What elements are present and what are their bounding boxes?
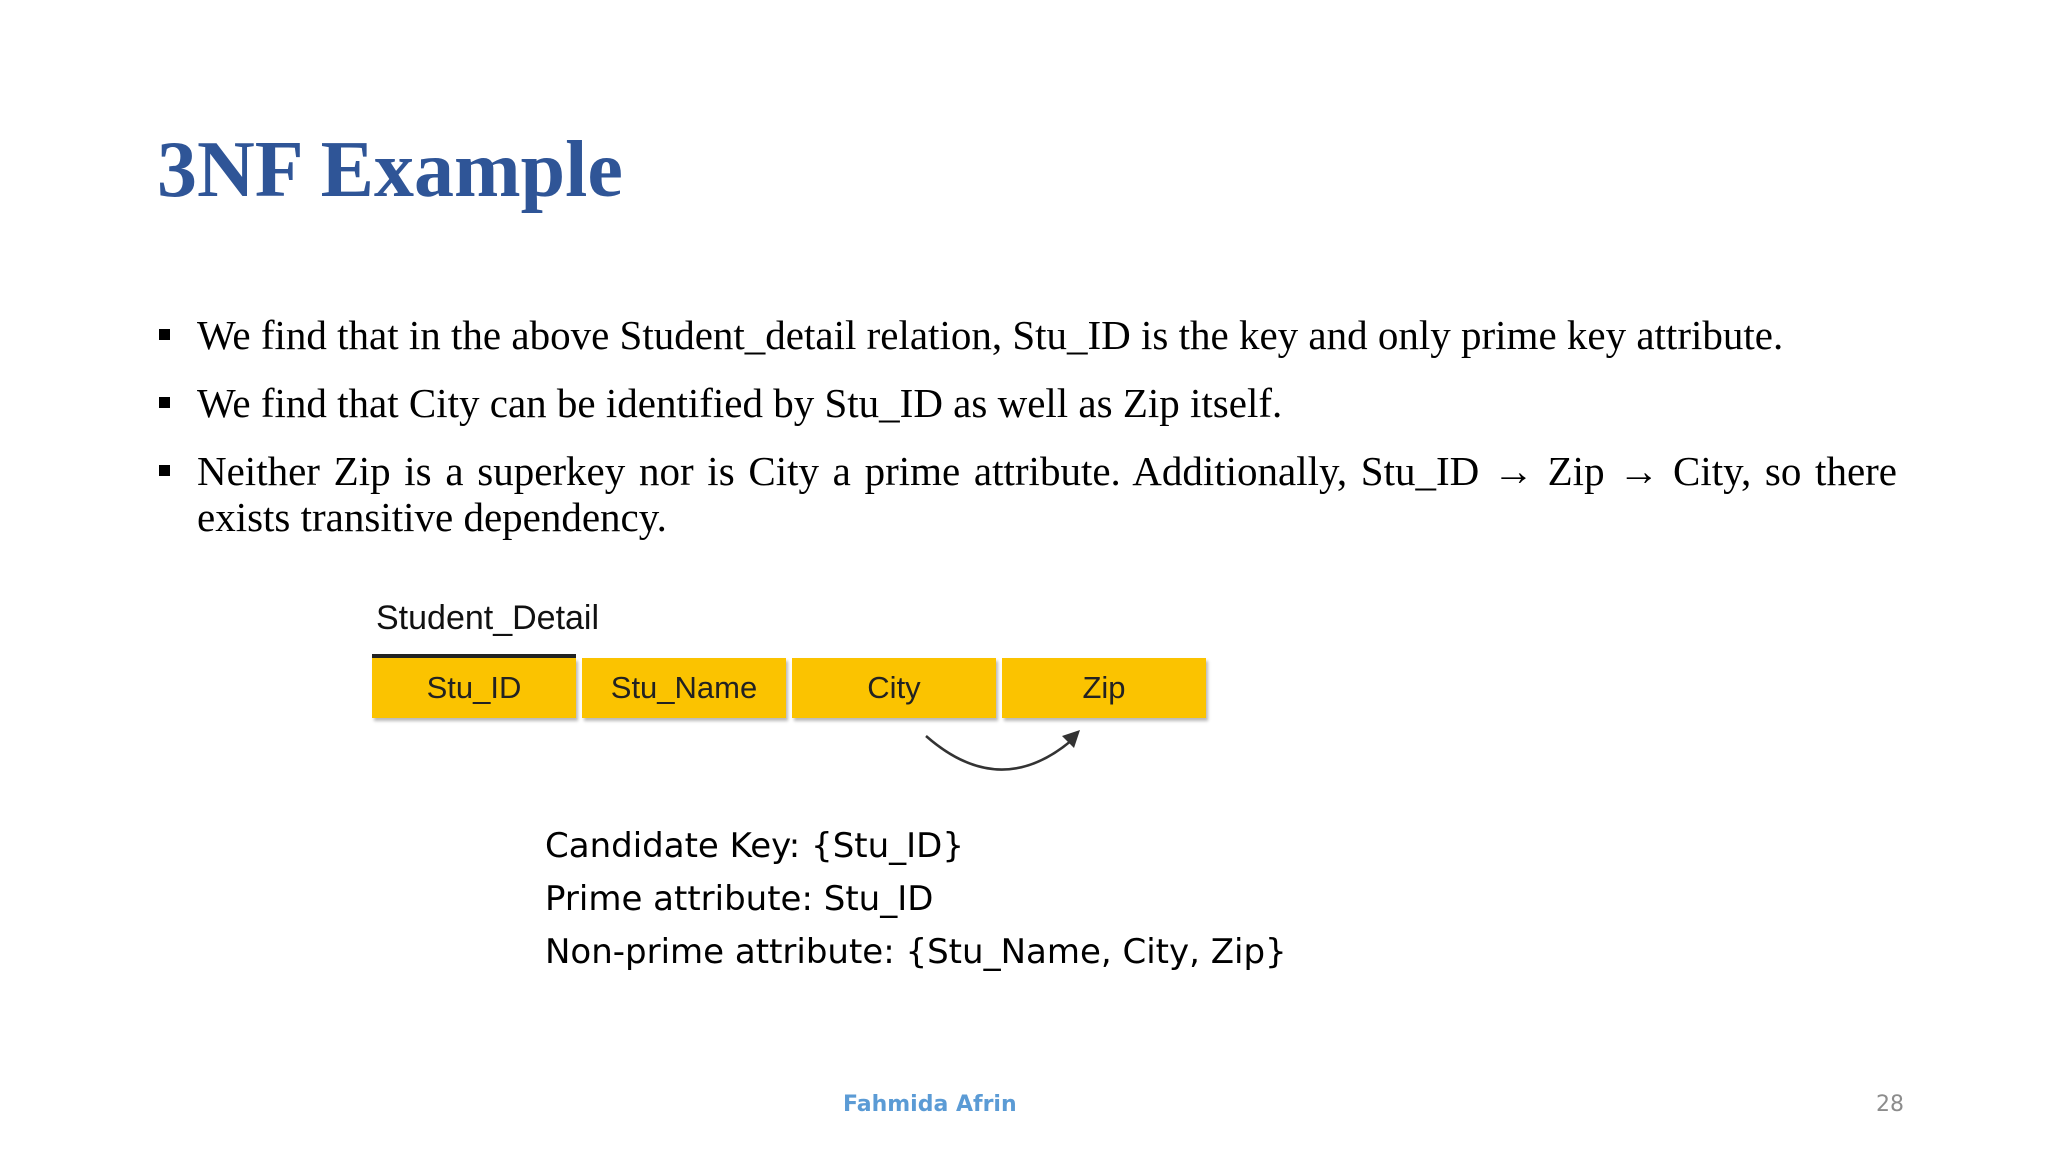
bullet-list xyxy=(157,312,1897,562)
bullet-text: Neither Zip is a superkey nor is City a prime attribute. Additionally, Stu_ID → Zip → City, so there exists transitive dependency. xyxy=(197,448,1897,540)
student-detail-diagram xyxy=(370,596,1230,796)
page-number: 28 xyxy=(1876,1092,1904,1117)
key-definitions xyxy=(545,820,1287,979)
column-stu-id: Stu_ID xyxy=(372,658,576,718)
column-city: City xyxy=(792,658,996,718)
square-bullet-icon xyxy=(159,465,170,476)
bullet-item xyxy=(157,448,1897,540)
bullet-item xyxy=(157,380,1897,426)
bullet-text: We find that City can be identified by Stu_ID as well as Zip itself. xyxy=(197,380,1283,426)
non-prime-attribute-line: Non-prime attribute: {Stu_Name, City, Zip} xyxy=(545,932,1287,972)
square-bullet-icon xyxy=(159,329,170,340)
bullet-item xyxy=(157,312,1897,358)
square-bullet-icon xyxy=(159,397,170,408)
slide-title: 3NF Example xyxy=(157,126,623,214)
prime-attribute-line: Prime attribute: Stu_ID xyxy=(545,879,934,919)
column-stu-name: Stu_Name xyxy=(582,658,786,718)
bullet-text: We find that in the above Student_detail relation, Stu_ID is the key and only prime key attribute. xyxy=(197,312,1784,358)
table-name: Student_Detail xyxy=(376,599,600,637)
candidate-key-line: Candidate Key: {Stu_ID} xyxy=(545,826,964,866)
dependency-arrow-icon xyxy=(370,596,1230,796)
column-zip: Zip xyxy=(1002,658,1206,718)
dependency-arc xyxy=(926,736,1072,770)
footer-author: Fahmida Afrin xyxy=(843,1092,1017,1117)
